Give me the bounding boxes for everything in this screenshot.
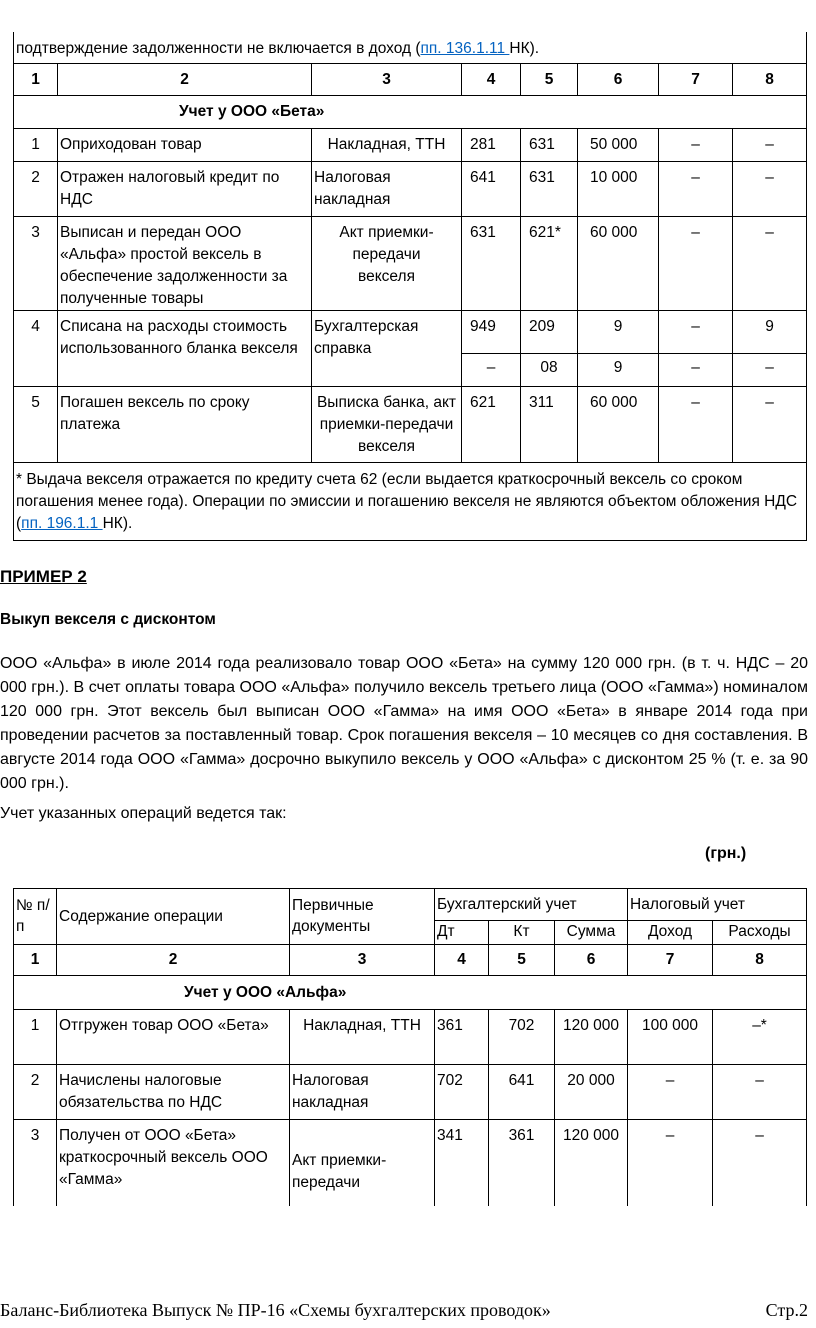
note-text-end: НК). (102, 514, 133, 532)
row-doc: Акт приемки-передачи (290, 1120, 435, 1206)
row-num: 1 (14, 128, 58, 161)
row-sum: 60 000 (578, 216, 659, 310)
table-row (14, 1120, 807, 1206)
row-dt: 631 (462, 216, 521, 310)
header-accounting: Бухгалтерский учет (435, 889, 628, 921)
header-income: Доход (628, 921, 713, 945)
row-inc: – (659, 161, 733, 216)
link-196-1-1[interactable]: пп. 196.1.1 (21, 514, 103, 532)
row-sum: 9 (578, 310, 659, 353)
col-num: 2 (58, 63, 312, 95)
row-desc: Отгружен товар ООО «Бета» (57, 1010, 290, 1065)
row-sum: 120 000 (555, 1120, 628, 1206)
row-dt: – (462, 353, 521, 386)
row-sum: 9 (578, 353, 659, 386)
row-dt: 621 (462, 386, 521, 462)
row-desc: Получен от ООО «Бета» краткосрочный вексель ООО «Гамма» (57, 1120, 290, 1206)
table-row (14, 1010, 807, 1065)
row-desc: Оприходован товар (58, 128, 312, 161)
row-kt: 08 (521, 353, 578, 386)
row-exp: – (733, 353, 807, 386)
row-kt: 702 (489, 1010, 555, 1065)
row-inc: – (659, 353, 733, 386)
row-kt: 621* (521, 216, 578, 310)
col-num: 7 (659, 63, 733, 95)
row-num: 3 (14, 1120, 57, 1206)
row-exp: – (733, 386, 807, 462)
row-doc: Налоговая накладная (312, 161, 462, 216)
row-kt: 209 (521, 310, 578, 353)
header-num: № п/п (14, 889, 57, 945)
row-desc: Погашен вексель по сроку платежа (58, 386, 312, 462)
row-exp: 9 (733, 310, 807, 353)
row-num: 5 (14, 386, 58, 462)
row-kt: 641 (489, 1065, 555, 1120)
row-inc: – (628, 1120, 713, 1206)
row-inc: – (659, 386, 733, 462)
col-num: 3 (312, 63, 462, 95)
col-num: 8 (733, 63, 807, 95)
col-num: 6 (578, 63, 659, 95)
col-num: 3 (290, 945, 435, 976)
example-paragraph-2: Учет указанных операций ведется так: (0, 805, 287, 822)
row-dt: 702 (435, 1065, 489, 1120)
example-subheading: Выкуп векселя с дисконтом (0, 611, 216, 628)
row-exp: – (713, 1120, 807, 1206)
page-number: Стр.2 (765, 1300, 808, 1320)
row-dt: 341 (435, 1120, 489, 1206)
col-num: 1 (14, 63, 58, 95)
row-inc: – (628, 1065, 713, 1120)
header-desc: Содержание операции (57, 889, 290, 945)
row-kt: 631 (521, 161, 578, 216)
row-inc: – (659, 310, 733, 353)
row-doc: Выписка банка, акт приемки-передачи векселя (312, 386, 462, 462)
row-exp: –* (713, 1010, 807, 1065)
table-row (14, 310, 807, 353)
row-doc: Акт приемки-передачи векселя (312, 216, 462, 310)
table-ooo-beta (13, 32, 807, 541)
header-expense: Расходы (713, 921, 807, 945)
row-num: 3 (14, 216, 58, 310)
table-row (14, 161, 807, 216)
col-num: 5 (489, 945, 555, 976)
col-num: 4 (462, 63, 521, 95)
row-kt: 311 (521, 386, 578, 462)
row-num: 4 (14, 310, 58, 386)
intro-text-end: НК). (509, 40, 540, 57)
row-desc: Списана на расходы стоимость использованного бланка векселя (58, 310, 312, 386)
col-num: 6 (555, 945, 628, 976)
table-row (14, 386, 807, 462)
row-inc: – (659, 216, 733, 310)
table-ooo-alfa (13, 888, 807, 1206)
col-num: 1 (14, 945, 57, 976)
row-kt: 361 (489, 1120, 555, 1206)
row-inc: – (659, 128, 733, 161)
row-exp: – (733, 216, 807, 310)
example-paragraph: ООО «Альфа» в июле 2014 года реализовало товар ООО «Бета» на сумму 120 000 грн. (в т. ч. НДС – 20 000 грн.). В счет оплаты товара ООО «Альфа» получило вексель третьего лица (ООО «Гамма») номиналом 120 000 грн. Этот вексель был выписан ООО «Гамма» на имя ООО «Бета» в январе 2014 года при проведении расчетов за поставленный товар. Срок погашения векселя – 10 месяцев со дня составления. В августе 2014 года ООО «Гамма» досрочно выкупило вексель у ООО «Альфа» с дисконтом 25 % (т. е. за 90 000 грн.). (0, 655, 808, 792)
row-dt: 361 (435, 1010, 489, 1065)
row-sum: 50 000 (578, 128, 659, 161)
section-title: Учет у ООО «Бета» (14, 95, 807, 128)
table-row (14, 1065, 807, 1120)
footer-text: Баланс-Библиотека Выпуск № ПР-16 «Схемы бухгалтерских проводок» (0, 1300, 551, 1320)
note-text: * Выдача векселя отражается по кредиту счета 62 (если выдается краткосрочный вексель со сроком погашения менее года). Операции по эмиссии и погашению векселя не являются объектом обложения НДС ( (16, 470, 798, 532)
row-inc: 100 000 (628, 1010, 713, 1065)
table-intro-row (14, 32, 807, 63)
row-doc: Налоговая накладная (290, 1065, 435, 1120)
table-row (14, 128, 807, 161)
row-desc: Начислены налоговые обязательства по НДС (57, 1065, 290, 1120)
row-sum: 60 000 (578, 386, 659, 462)
row-num: 1 (14, 1010, 57, 1065)
row-dt: 641 (462, 161, 521, 216)
row-dt: 949 (462, 310, 521, 353)
section-title-row (14, 976, 807, 1010)
header-doc: Первичные документы (290, 889, 435, 945)
example-heading: ПРИМЕР 2 (0, 567, 87, 586)
col-num: 5 (521, 63, 578, 95)
row-kt: 631 (521, 128, 578, 161)
table-note-row (14, 462, 807, 540)
row-doc: Накладная, ТТН (312, 128, 462, 161)
page-footer (0, 1300, 808, 1321)
col-num: 7 (628, 945, 713, 976)
row-desc: Отражен налоговый кредит по НДС (58, 161, 312, 216)
header-tax: Налоговый учет (628, 889, 807, 921)
row-doc: Бухгалтерская справка (312, 310, 462, 386)
row-sum: 20 000 (555, 1065, 628, 1120)
column-numbers-row (14, 63, 807, 95)
row-doc: Накладная, ТТН (290, 1010, 435, 1065)
unit-label: (грн.) (705, 845, 747, 862)
header-row (14, 889, 807, 921)
header-sum: Сумма (555, 921, 628, 945)
row-exp: – (733, 161, 807, 216)
link-136-1-11[interactable]: пп. 136.1.11 (420, 40, 510, 57)
col-num: 2 (57, 945, 290, 976)
row-dt: 281 (462, 128, 521, 161)
row-num: 2 (14, 161, 58, 216)
row-sum: 10 000 (578, 161, 659, 216)
intro-text: подтверждение задолженности не включается в доход ( (16, 40, 421, 57)
section-title: Учет у ООО «Альфа» (14, 976, 807, 1010)
table-row (14, 216, 807, 310)
row-sum: 120 000 (555, 1010, 628, 1065)
header-dt: Дт (435, 921, 489, 945)
row-exp: – (733, 128, 807, 161)
col-num: 8 (713, 945, 807, 976)
col-num: 4 (435, 945, 489, 976)
section-title-row (14, 95, 807, 128)
header-kt: Кт (489, 921, 555, 945)
row-desc: Выписан и передан ООО «Альфа» простой вексель в обеспечение задолженности за полученные товары (58, 216, 312, 310)
column-numbers-row (14, 945, 807, 976)
row-exp: – (713, 1065, 807, 1120)
row-num: 2 (14, 1065, 57, 1120)
